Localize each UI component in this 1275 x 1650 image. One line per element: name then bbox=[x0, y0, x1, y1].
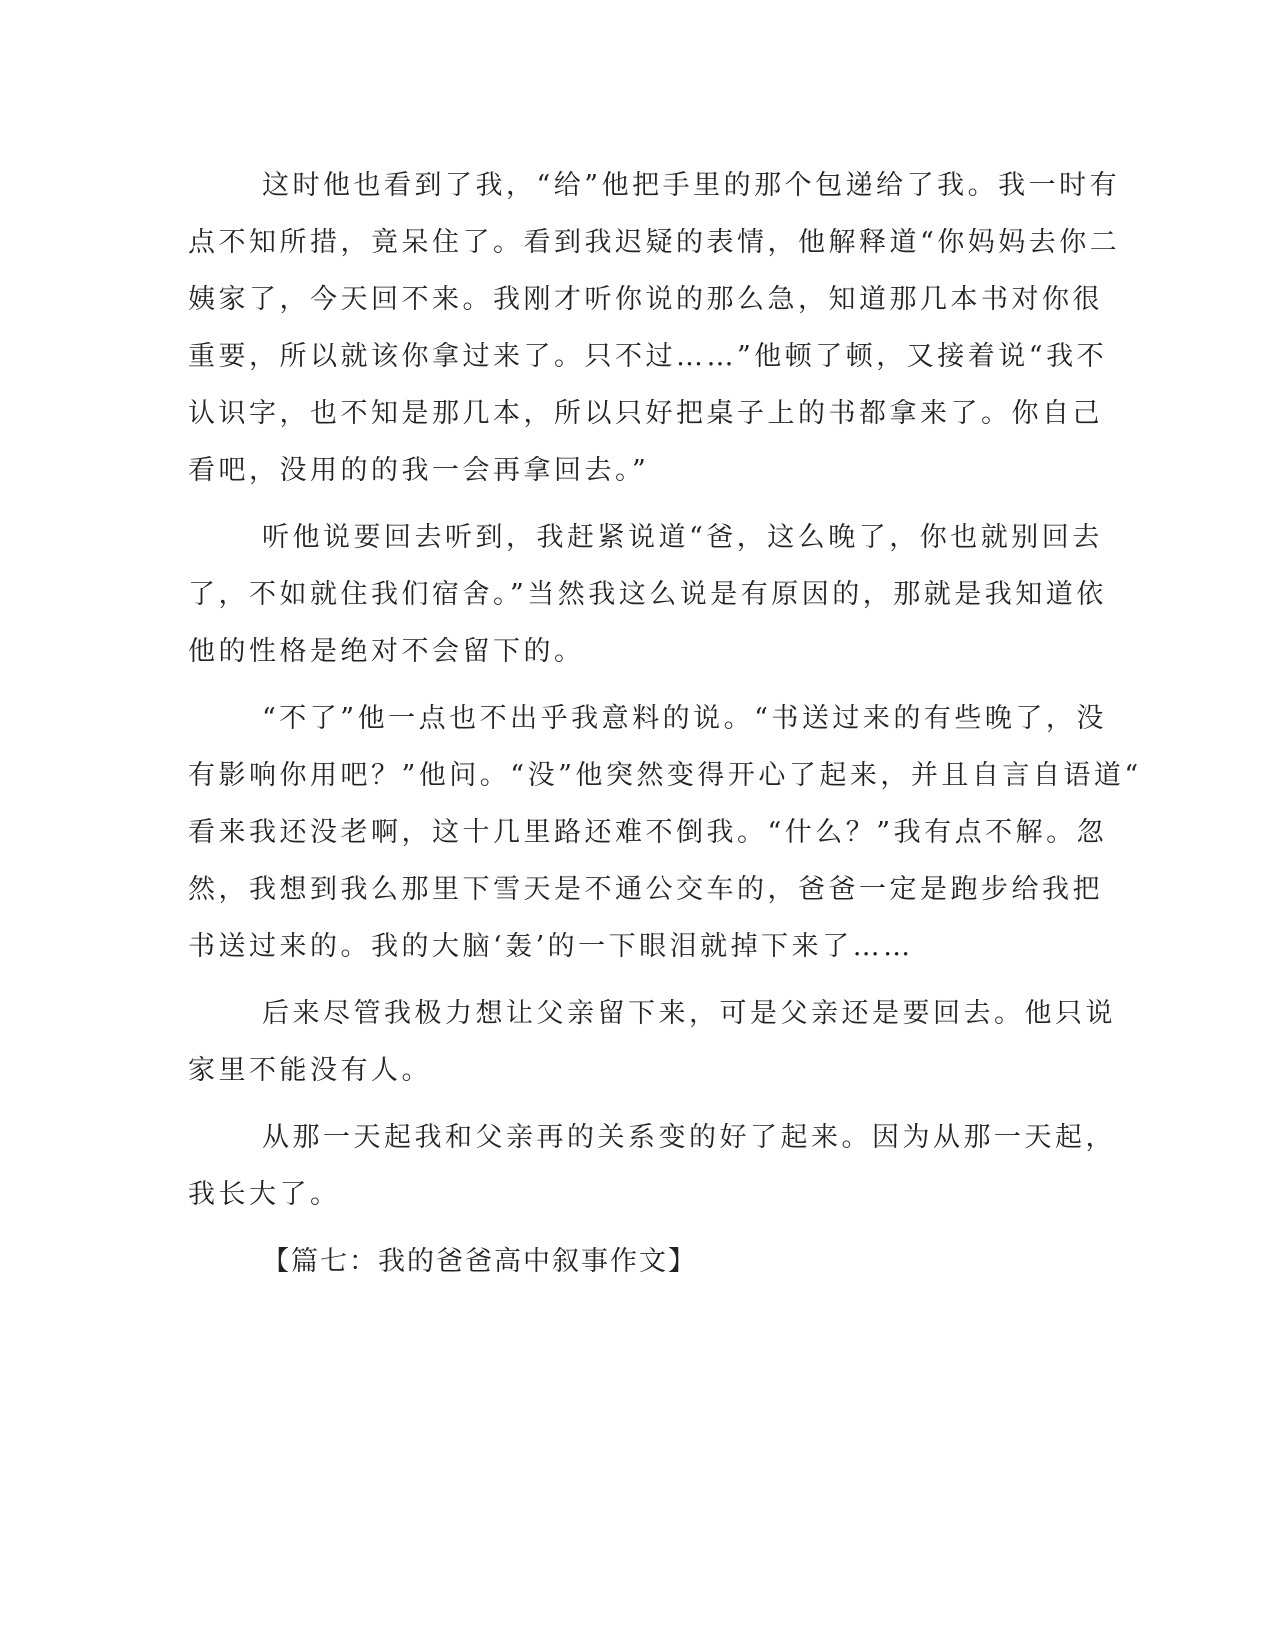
paragraph-line: 姨家了，今天回不来。我刚才听你说的那么急，知道那几本书对你很 bbox=[188, 284, 1103, 315]
paragraph-line: 这时他也看到了我，“给”他把手里的那个包递给了我。我一时有 bbox=[262, 170, 1121, 201]
paragraph-line: 从那一天起我和父亲再的关系变的好了起来。因为从那一天起， bbox=[262, 1122, 1116, 1153]
paragraph-line: 点不知所措，竟呆住了。看到我迟疑的表情，他解释道“你妈妈去你二 bbox=[188, 227, 1121, 258]
paragraph-line: 看来我还没老啊，这十几里路还难不倒我。“什么？”我有点不解。忽 bbox=[188, 817, 1108, 848]
paragraph-line: 了，不如就住我们宿舍。”当然我这么说是有原因的，那就是我知道依 bbox=[188, 579, 1107, 610]
paragraph-line: 听他说要回去听到，我赶紧说道“爸，这么晚了，你也就别回去 bbox=[262, 522, 1103, 553]
paragraph-line: 家里不能没有人。 bbox=[188, 1055, 432, 1086]
paragraph-line: 我长大了。 bbox=[188, 1179, 341, 1210]
paragraph-line: 后来尽管我极力想让父亲留下来，可是父亲还是要回去。他只说 bbox=[262, 998, 1116, 1029]
section-heading: 【篇七：我的爸爸高中叙事作文】 bbox=[262, 1246, 697, 1277]
paragraph-line: 有影响你用吧？”他问。“没”他突然变得开心了起来，并且自言自语道“ bbox=[188, 760, 1142, 791]
paragraph-line: “不了”他一点也不出乎我意料的说。“书送过来的有些晚了，没 bbox=[262, 703, 1107, 734]
paragraph-line: 书送过来的。我的大脑‘轰’的一下眼泪就掉下来了…… bbox=[188, 931, 914, 962]
paragraph-line: 他的性格是绝对不会留下的。 bbox=[188, 636, 585, 667]
paragraph-line: 认识字，也不知是那几本，所以只好把桌子上的书都拿来了。你自己 bbox=[188, 398, 1103, 429]
paragraph-line: 然，我想到我么那里下雪天是不通公交车的，爸爸一定是跑步给我把 bbox=[188, 874, 1103, 905]
paragraph-line: 重要，所以就该你拿过来了。只不过……”他顿了顿，又接着说“我不 bbox=[188, 341, 1108, 372]
paragraph-line: 看吧，没用的的我一会再拿回去。” bbox=[188, 455, 650, 486]
